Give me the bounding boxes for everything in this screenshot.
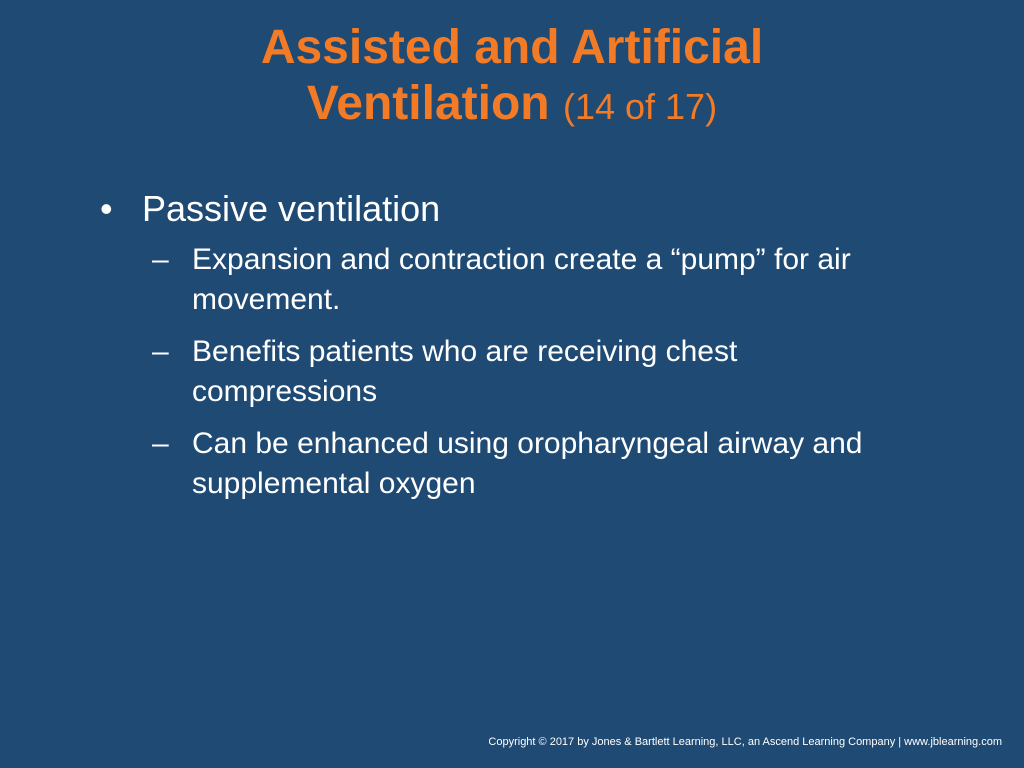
title-line-1: Assisted and Artificial [260, 21, 764, 74]
slide-content [100, 186, 920, 516]
copyright-footer: Copyright © 2017 by Jones & Bartlett Learning, LLC, an Ascend Learning Company | www.jblearning.com [488, 736, 1002, 748]
title-line-2 [0, 76, 1024, 135]
sub-bullet-dash: – [152, 427, 169, 460]
sub-bullet-list [152, 240, 920, 504]
sub-bullet-text: Can be enhanced using oropharyngeal airway and supplemental oxygen [192, 427, 863, 500]
bullet-item [100, 186, 920, 232]
title-line-2-text: Ventilation [306, 77, 550, 130]
sub-bullet-item [152, 424, 920, 504]
bullet-dot: • [100, 188, 113, 229]
slide-counter: (14 of 17) [562, 86, 718, 127]
sub-bullet-dash: – [152, 243, 169, 276]
sub-bullet-text: Expansion and contraction create a “pump” for air movement. [192, 243, 851, 316]
sub-bullet-item [152, 332, 920, 412]
sub-bullet-item [152, 240, 920, 320]
slide-title [0, 20, 1024, 135]
sub-bullet-dash: – [152, 335, 169, 368]
sub-bullet-text: Benefits patients who are receiving chest compressions [192, 335, 738, 408]
bullet-text: Passive ventilation [142, 188, 441, 229]
